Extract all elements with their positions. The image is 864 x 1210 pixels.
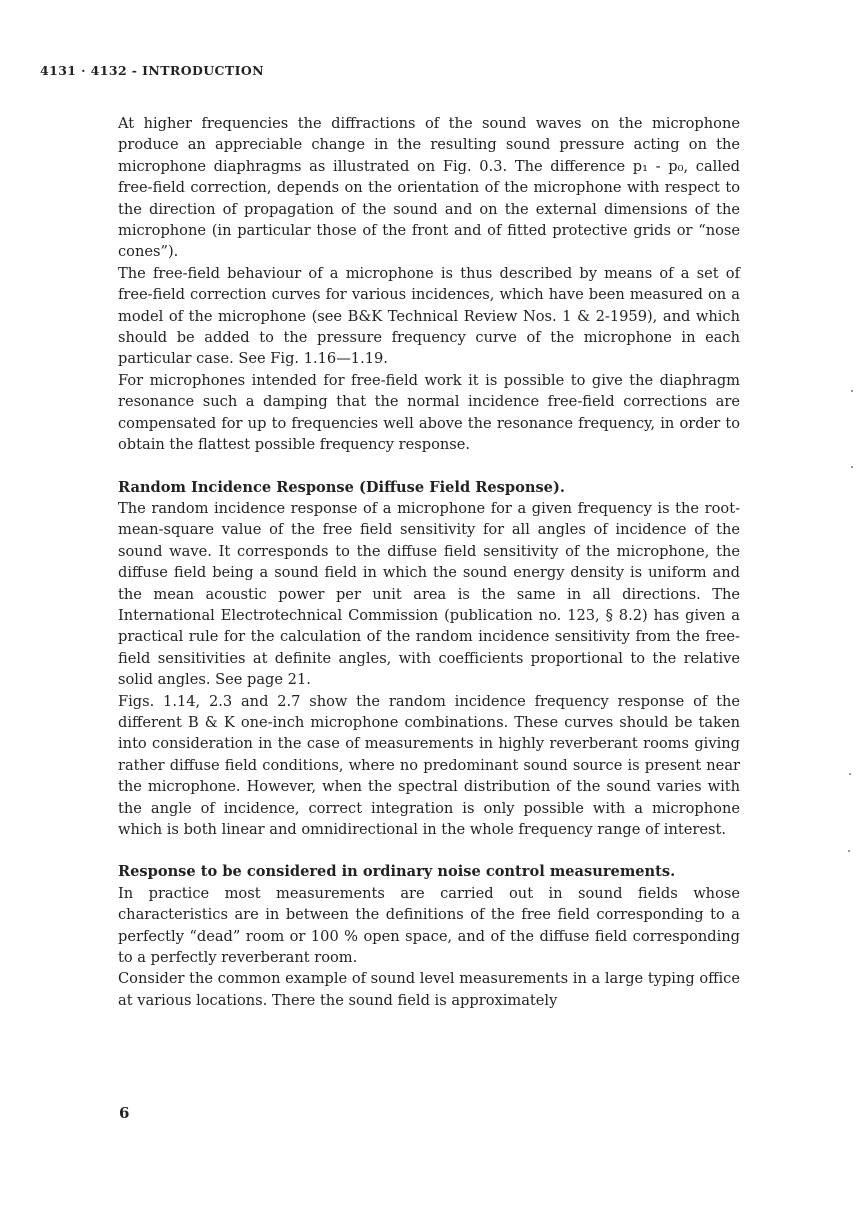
paragraph: For microphones intended for free-field work it is possible to give the diaphragm resonance such a damping that the normal incidence free-field corrections are compensated for up to frequencies well above the resonance frequency, in order to obtain the flattest possible frequency response. — [118, 371, 740, 454]
page-number: 6 — [119, 1104, 130, 1122]
section-heading-noise-control: Response to be considered in ordinary noise control measurements. — [118, 863, 676, 881]
scan-speck — [849, 773, 851, 775]
page-body — [118, 113, 740, 1011]
scan-speck — [851, 390, 853, 392]
paragraph: In practice most measurements are carried out in sound fields whose characteristics are in between the definitions of the free field corresponding to a perfectly “dead” room or 100 % open space, and of the diffuse field corresponding to a perfectly reverberant room. — [118, 884, 740, 967]
section-heading-random-incidence: Random Incidence Response (Diffuse Field Response). — [118, 478, 565, 496]
paragraph: Consider the common example of sound level measurements in a large typing office at various locations. There the sound field is approximately — [118, 970, 740, 1009]
scan-speck — [848, 850, 850, 852]
running-header: 4131 · 4132 - INTRODUCTION — [40, 63, 264, 78]
paragraph: Figs. 1.14, 2.3 and 2.7 show the random incidence frequency response of the different B & K one-inch microphone combinations. These curves should be taken into consideration in the case of measurements in highly reverberant rooms giving rather diffuse field conditions, where no predominant sound source is present near the microphone. However, when the spectral distribution of the sound varies with the angle of incidence, correct integration is only possible with a microphone which is both linear and omnidirectional in the whole frequency range of interest. — [118, 692, 740, 838]
paragraph: The free-field behaviour of a microphone is thus described by means of a set of free-field correction curves for various incidences, which have been measured on a model of the microphone (see B&K Technical Review Nos. 1 & 2-1959), and which should be added to the pressure frequency curve of the microphone in each particular case. See Fig. 1.16—1.19. — [118, 264, 740, 368]
paragraph: The random incidence response of a microphone for a given frequency is the root-mean-square value of the free field sensitivity for all angles of incidence of the sound wave. It corresponds to the diffuse field sensitivity of the microphone, the diffuse field being a sound field in which the sound energy density is uniform and the mean acoustic power per unit area is the same in all directions. The International Electrotechnical Commission (publication no. 123, § 8.2) has given a practical rule for the calculation of the random incidence sensitivity from the free-field sensitivities at definite angles, with coefficients proportional to the relative solid angles. See page 21. — [118, 499, 740, 689]
scan-speck — [851, 466, 853, 468]
paragraph: At higher frequencies the diffractions of the sound waves on the microphone produce an appreciable change in the resulting sound pressure acting on the microphone diaphragms as illustrated on Fig. 0.3. The difference p₁ - p₀, called free-field correction, depends on the orientation of the microphone with respect to the direction of propagation of the sound and on the external dimensions of the microphone (in particular those of the front and of fitted protective grids or “nose cones”). — [118, 115, 740, 261]
